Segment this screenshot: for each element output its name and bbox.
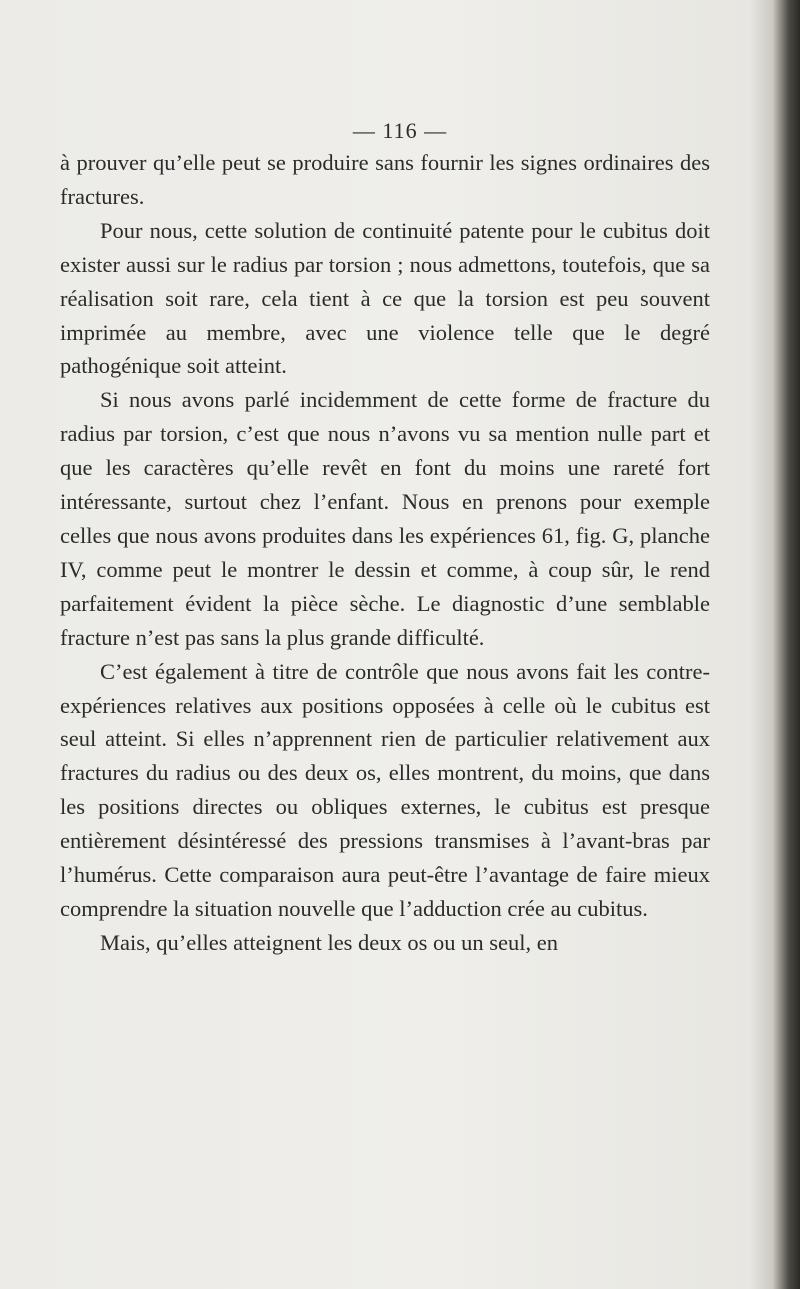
- paragraph-4: C’est également à titre de contrôle que nous avons fait les contre-expériences relatives aux positions opposées à celle où le cubitus est seul atteint. Si elles n’apprennent rien de particulier relativement aux fractures du radius ou des deux os, elles montrent, du moins, que dans les positions directes ou obliques externes, le cubitus est presque entièrement désintéressé des pressions transmises à l’avant-bras par l’humérus. Cette comparaison aura peut-être l’avantage de faire mieux comprendre la situation nouvelle que l’adduction crée au cubitus.: [60, 658, 710, 921]
- paragraph-1: à prouver qu’elle peut se produire sans fournir les signes ordinaires des fractures.: [60, 150, 710, 209]
- paragraph-3: Si nous avons parlé incidemment de cette forme de fracture du radius par torsion, c’est que nous n’avons vu sa mention nulle part et que les caractères qu’elle revêt en font du moins une rareté fort intéressante, surtout chez l’enfant. Nous en prenons pour exemple celles que nous avons produites dans les expériences 61, fig. G, planche IV, comme peut le montrer le dessin et comme, à coup sûr, le rend parfaitement évident la pièce sèche. Le diagnostic d’une semblable fracture n’est pas sans la plus grande difficulté.: [60, 387, 710, 650]
- page-body-text: [60, 112, 710, 960]
- paragraph-2: Pour nous, cette solution de continuité patente pour le cubitus doit exister aussi sur le radius par torsion ; nous admettons, toutefois, que sa réalisation soit rare, cela tient à ce que la torsion est peu souvent imprimée au membre, avec une violence telle que le degré pathogénique soit atteint.: [60, 217, 710, 379]
- page-edge-shadow: [750, 0, 772, 1289]
- paragraph-5: Mais, qu’elles atteignent les deux os ou un seul, en: [100, 929, 559, 955]
- page-number: — 116 —: [352, 118, 448, 143]
- book-binding-edge: [772, 0, 800, 1289]
